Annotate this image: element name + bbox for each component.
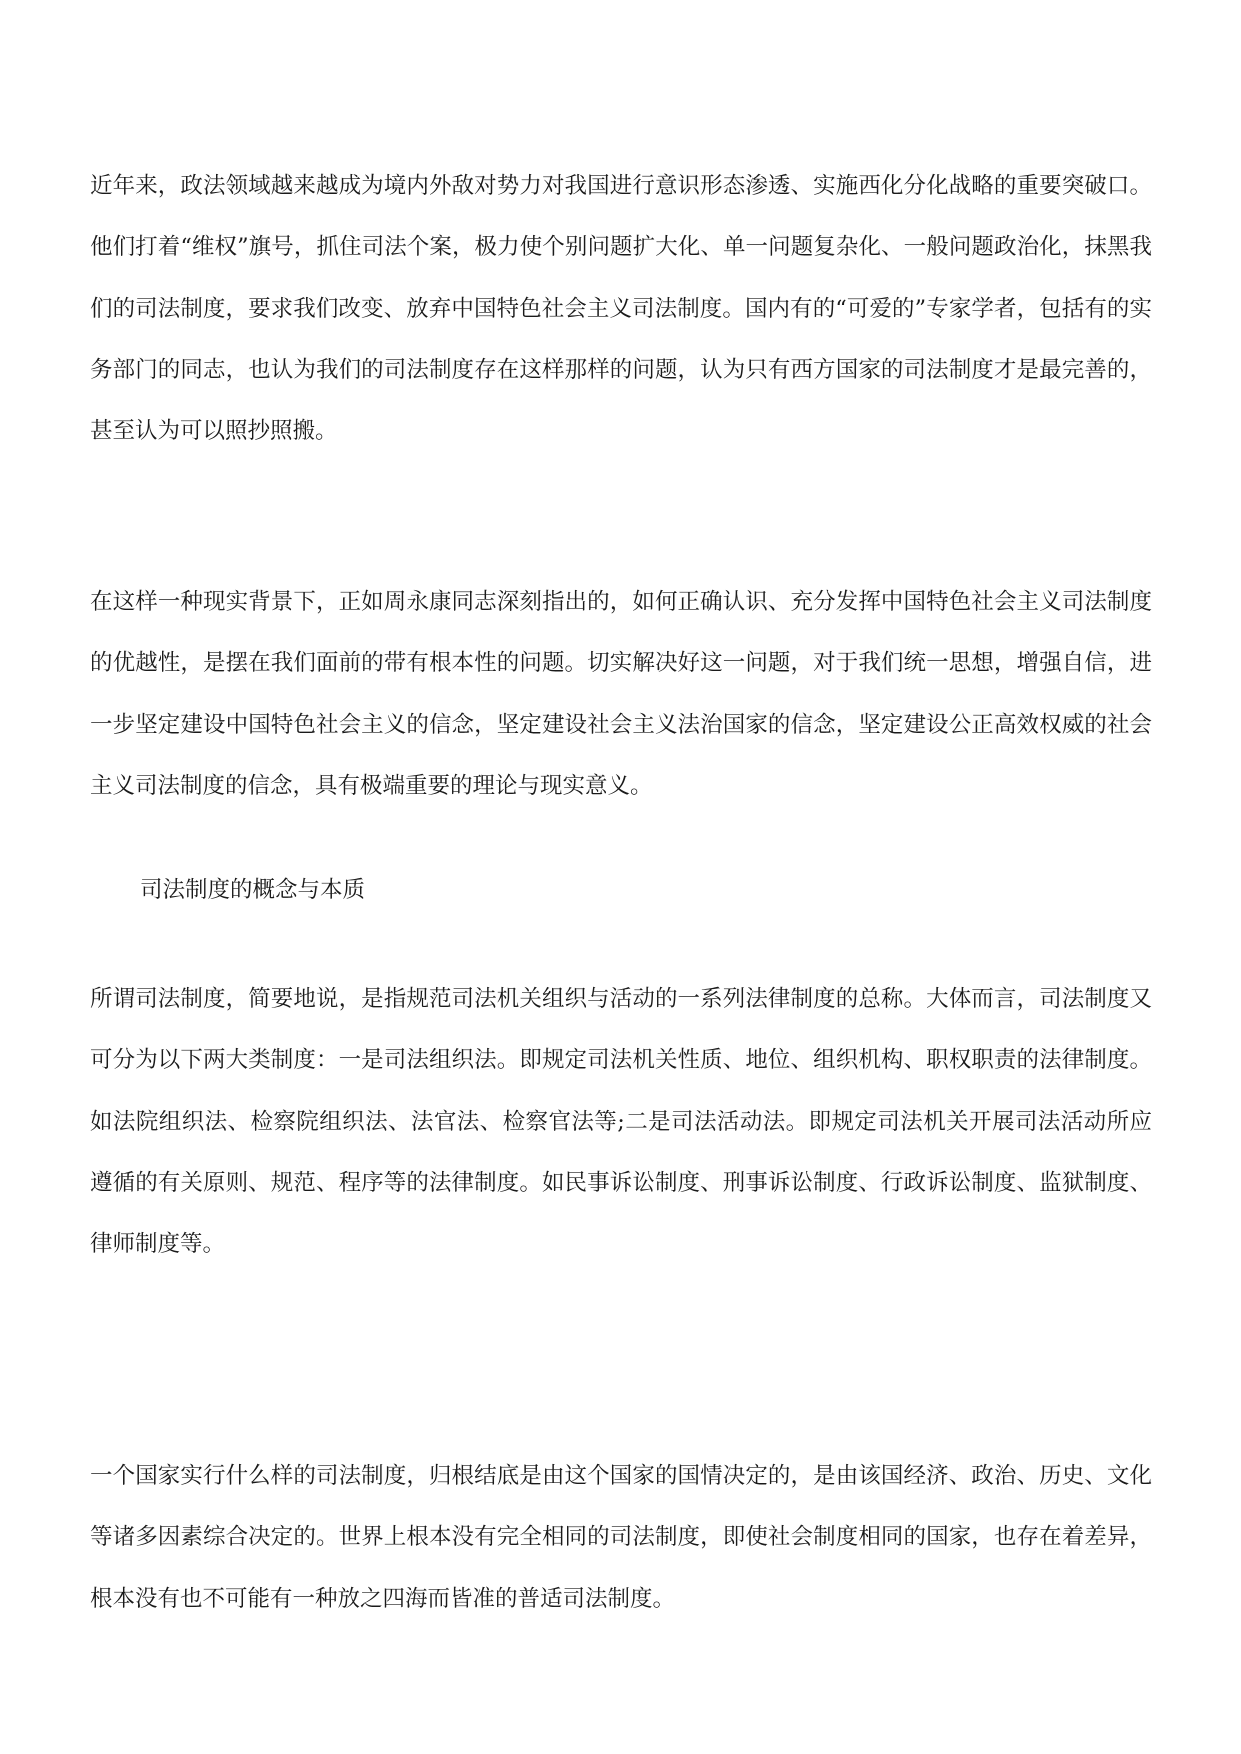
body-paragraph: 一个国家实行什么样的司法制度，归根结底是由这个国家的国情决定的，是由该国经济、政治、历史、文化等诸多因素综合决定的。世界上根本没有完全相同的司法制度，即使社会制度相同的国家，也存在着差异，根本没有也不可能有一种放之四海而皆准的普适司法制度。 [90, 1463, 1152, 1612]
body-paragraph: 近年来，政法领域越来越成为境内外敌对势力对我国进行意识形态渗透、实施西化分化战略的重要突破口。他们打着“维权”旗号，抓住司法个案，极力使个别问题扩大化、单一问题复杂化、一般问题政治化，抹黑我们的司法制度，要求我们改变、放弃中国特色社会主义司法制度。国内有的“可爱的”专家学者，包括有的实务部门的同志，也认为我们的司法制度存在这样那样的问题，认为只有西方国家的司法制度才是最完善的，甚至认为可以照抄照搬。 [90, 173, 1152, 445]
body-paragraph: 在这样一种现实背景下，正如周永康同志深刻指出的，如何正确认识、充分发挥中国特色社会主义司法制度的优越性，是摆在我们面前的带有根本性的问题。切实解决好这一问题，对于我们统一思想，增强自信，进一步坚定建设中国特色社会主义的信念，坚定建设社会主义法治国家的信念，坚定建设公正高效权威的社会主义司法制度的信念，具有极端重要的理论与现实意义。 [90, 589, 1152, 799]
section-heading: 司法制度的概念与本质 [140, 877, 366, 903]
body-paragraph: 所谓司法制度，简要地说，是指规范司法机关组织与活动的一系列法律制度的总称。大体而言，司法制度又可分为以下两大类制度：一是司法组织法。即规定司法机关性质、地位、组织机构、职权职责的法律制度。如法院组织法、检察院组织法、法官法、检察官法等;二是司法活动法。即规定司法机关开展司法活动所应遵循的有关原则、规范、程序等的法律制度。如民事诉讼制度、刑事诉讼制度、行政诉讼制度、监狱制度、律师制度等。 [90, 986, 1152, 1258]
